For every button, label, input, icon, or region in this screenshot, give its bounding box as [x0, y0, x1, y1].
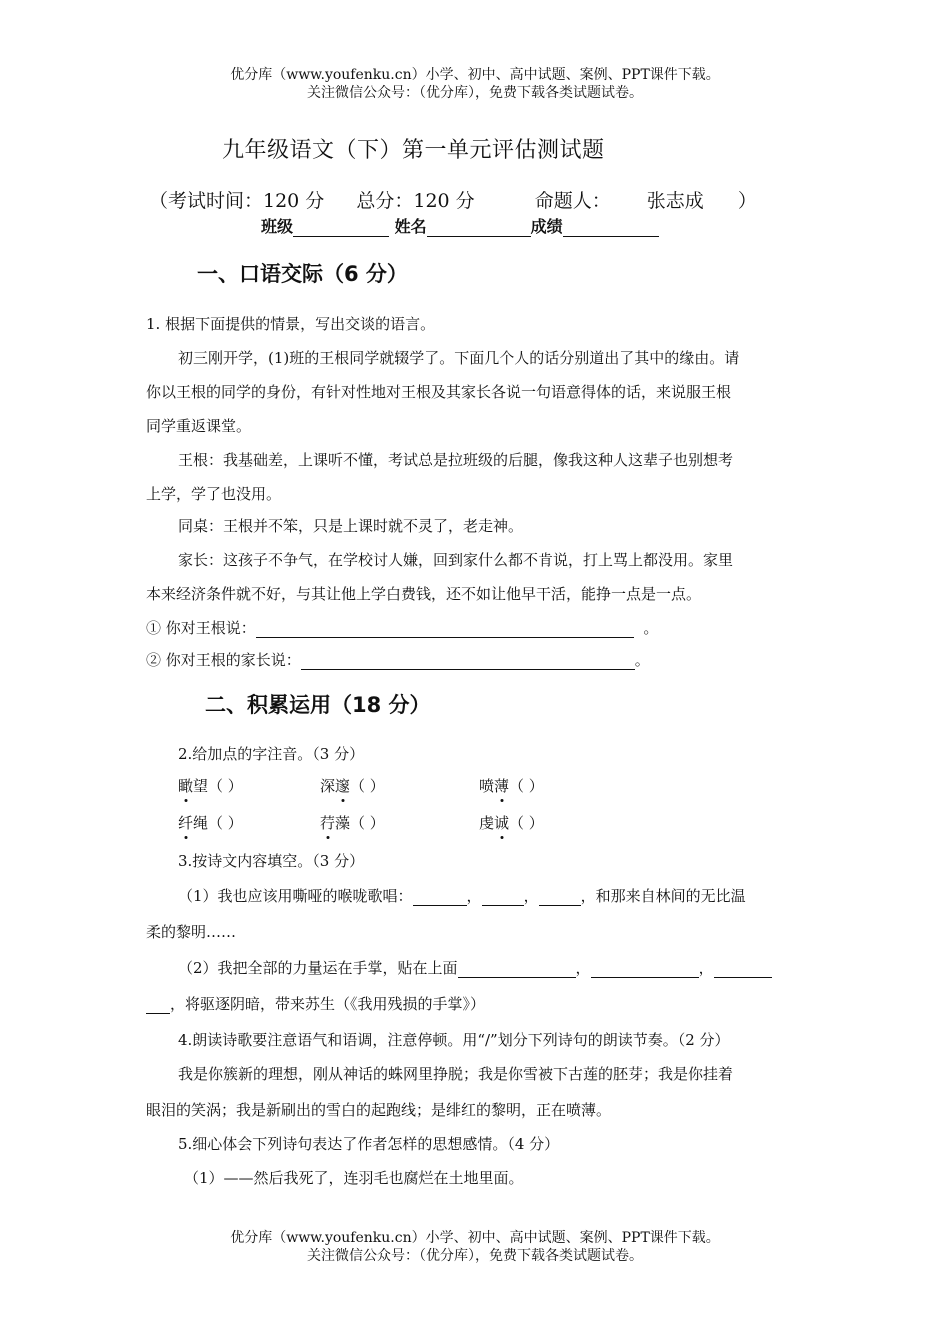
answer-2-row — [146, 650, 650, 670]
pinyin-item — [178, 776, 243, 796]
pinyin-rest: 望（ ） — [193, 777, 243, 795]
class-blank[interactable] — [293, 220, 389, 237]
question-4: 4.朗读诗歌要注意语气和语调，注意停顿。用“/”划分下列诗句的朗读节奏。（2 分） — [178, 1031, 730, 1049]
comma: ， — [575, 959, 591, 977]
answer-2-end: 。 — [634, 651, 650, 669]
class-label: 班级 — [261, 217, 294, 236]
q3-2-text-end: ，将驱逐阴暗，带来苏生（《我用残损的手掌》） — [170, 995, 486, 1013]
q3-2-blank-1[interactable] — [458, 961, 576, 978]
q3-1-continued: 柔的黎明…… — [146, 923, 237, 941]
name-label: 姓名 — [394, 217, 427, 236]
footer-line-1: 优分库（www.youfenku.cn）小学、初中、高中试题、案例、PPT课件下载。 — [230, 1230, 720, 1246]
score-blank[interactable] — [563, 220, 659, 237]
pinyin-rest: （ ） — [509, 777, 544, 795]
pinyin-rest: 藻（ ） — [335, 814, 385, 832]
exam-time: （考试时间：120 分 — [149, 190, 325, 212]
question-5: 5.细心体会下列诗句表达了作者怎样的思想感情。（4 分） — [178, 1135, 560, 1153]
context-line-1: 初三刚开学，(1)班的王根同学就辍学了。下面几个人的话分别道出了其中的缘由。请 — [178, 349, 740, 367]
pinyin-item — [320, 776, 385, 796]
exam-info-close: ） — [737, 190, 757, 212]
answer-1-end: 。 — [643, 619, 659, 637]
page-header — [0, 66, 950, 102]
q3-2-text: （2）我把全部的力量运在手掌，贴在上面 — [178, 959, 458, 977]
score-label: 成绩 — [530, 217, 563, 236]
pinyin-rest: （ ） — [350, 777, 385, 795]
pinyin-pre: 深 — [320, 777, 336, 795]
pinyin-rest: （ ） — [509, 814, 544, 832]
question-5-1: （1）——然后我死了，连羽毛也腐烂在土地里面。 — [184, 1169, 524, 1187]
poem-line-1: 我是你簇新的理想，刚从神话的蛛网里挣脱；我是你雪被下古莲的胚芽；我是你挂着 — [178, 1065, 734, 1083]
pinyin-item — [479, 776, 544, 796]
dotted-char: 瞰 — [178, 777, 194, 795]
student-info-line — [261, 214, 659, 237]
comma: ， — [523, 887, 539, 905]
q3-2-blank-2[interactable] — [591, 961, 699, 978]
q3-1-blank-3[interactable] — [539, 889, 581, 906]
parent-line-1: 家长：这孩子不争气，在学校讨人嫌，回到家什么都不肯说，打上骂上都没用。家里 — [178, 551, 734, 569]
q3-2-continued-row — [146, 994, 485, 1014]
exam-info — [149, 186, 783, 213]
section-1-heading: 一、口语交际（6 分） — [197, 262, 408, 286]
pinyin-rest: 绳（ ） — [193, 814, 243, 832]
q3-1-blank-2[interactable] — [482, 889, 524, 906]
answer-2-label: ② 你对王根的家长说： — [146, 651, 301, 669]
answer-1-blank[interactable] — [256, 621, 634, 638]
header-line-2: 关注微信公众号：（优分库），免费下载各类试题试卷。 — [307, 85, 643, 101]
q3-2-row — [178, 958, 772, 978]
dotted-char: 荇 — [320, 814, 336, 832]
q3-1-text: （1）我也应该用嘶哑的喉咙歌唱： — [178, 887, 413, 905]
poem-line-2: 眼泪的笑涡；我是新刷出的雪白的起跑线；是绯红的黎明，正在喷薄。 — [146, 1101, 612, 1119]
answer-1-row — [146, 618, 658, 638]
pinyin-item — [479, 813, 544, 833]
pinyin-item — [320, 813, 385, 833]
pinyin-pre: 虔 — [479, 814, 495, 832]
deskmate-line: 同桌：王根并不笨，只是上课时就不灵了，老走神。 — [178, 517, 524, 535]
dotted-char: 纤 — [178, 814, 194, 832]
context-line-3: 同学重返课堂。 — [146, 417, 252, 435]
exam-title: 九年级语文（下）第一单元评估测试题 — [222, 138, 605, 163]
exam-total: 总分：120 分 — [356, 190, 475, 212]
q3-2-blank-3[interactable] — [714, 961, 772, 978]
wanggen-line-1: 王根：我基础差，上课听不懂，考试总是拉班级的后腿，像我这种人这辈子也别想考 — [178, 451, 734, 469]
comma: ， — [466, 887, 482, 905]
parent-line-2: 本来经济条件就不好，与其让他上学白费钱，还不如让他早干活，能挣一点是一点。 — [146, 585, 702, 603]
dotted-char: 诚 — [494, 814, 510, 832]
question-2: 2.给加点的字注音。（3 分） — [178, 745, 365, 763]
q3-1-blank-1[interactable] — [413, 889, 467, 906]
q3-1-text-end: ，和那来自林间的无比温 — [580, 887, 746, 905]
pinyin-pre: 喷 — [479, 777, 495, 795]
answer-2-blank[interactable] — [301, 653, 635, 670]
section-2-heading: 二、积累运用（18 分） — [205, 693, 431, 717]
question-1: 1. 根据下面提供的情景，写出交谈的语言。 — [146, 315, 436, 333]
question-3: 3.按诗文内容填空。（3 分） — [178, 852, 365, 870]
page-footer — [0, 1229, 950, 1265]
context-line-2: 你以王根的同学的身份，有针对性地对王根及其家长各说一句语意得体的话，来说服王根 — [146, 383, 732, 401]
answer-1-label: ① 你对王根说： — [146, 619, 256, 637]
q3-2-blank-3-cont[interactable] — [146, 997, 170, 1014]
footer-line-2: 关注微信公众号：（优分库），免费下载各类试题试卷。 — [307, 1248, 643, 1264]
author-label: 命题人： — [534, 190, 611, 212]
pinyin-item — [178, 813, 243, 833]
header-line-1: 优分库（www.youfenku.cn）小学、初中、高中试题、案例、PPT课件下载。 — [230, 67, 720, 83]
dotted-char: 薄 — [494, 777, 510, 795]
comma: ， — [698, 959, 714, 977]
q3-1-row — [178, 886, 746, 906]
dotted-char: 邃 — [335, 777, 351, 795]
name-blank[interactable] — [427, 220, 531, 237]
wanggen-line-2: 上学，学了也没用。 — [146, 485, 282, 503]
author-name: 张志成 — [646, 190, 704, 212]
